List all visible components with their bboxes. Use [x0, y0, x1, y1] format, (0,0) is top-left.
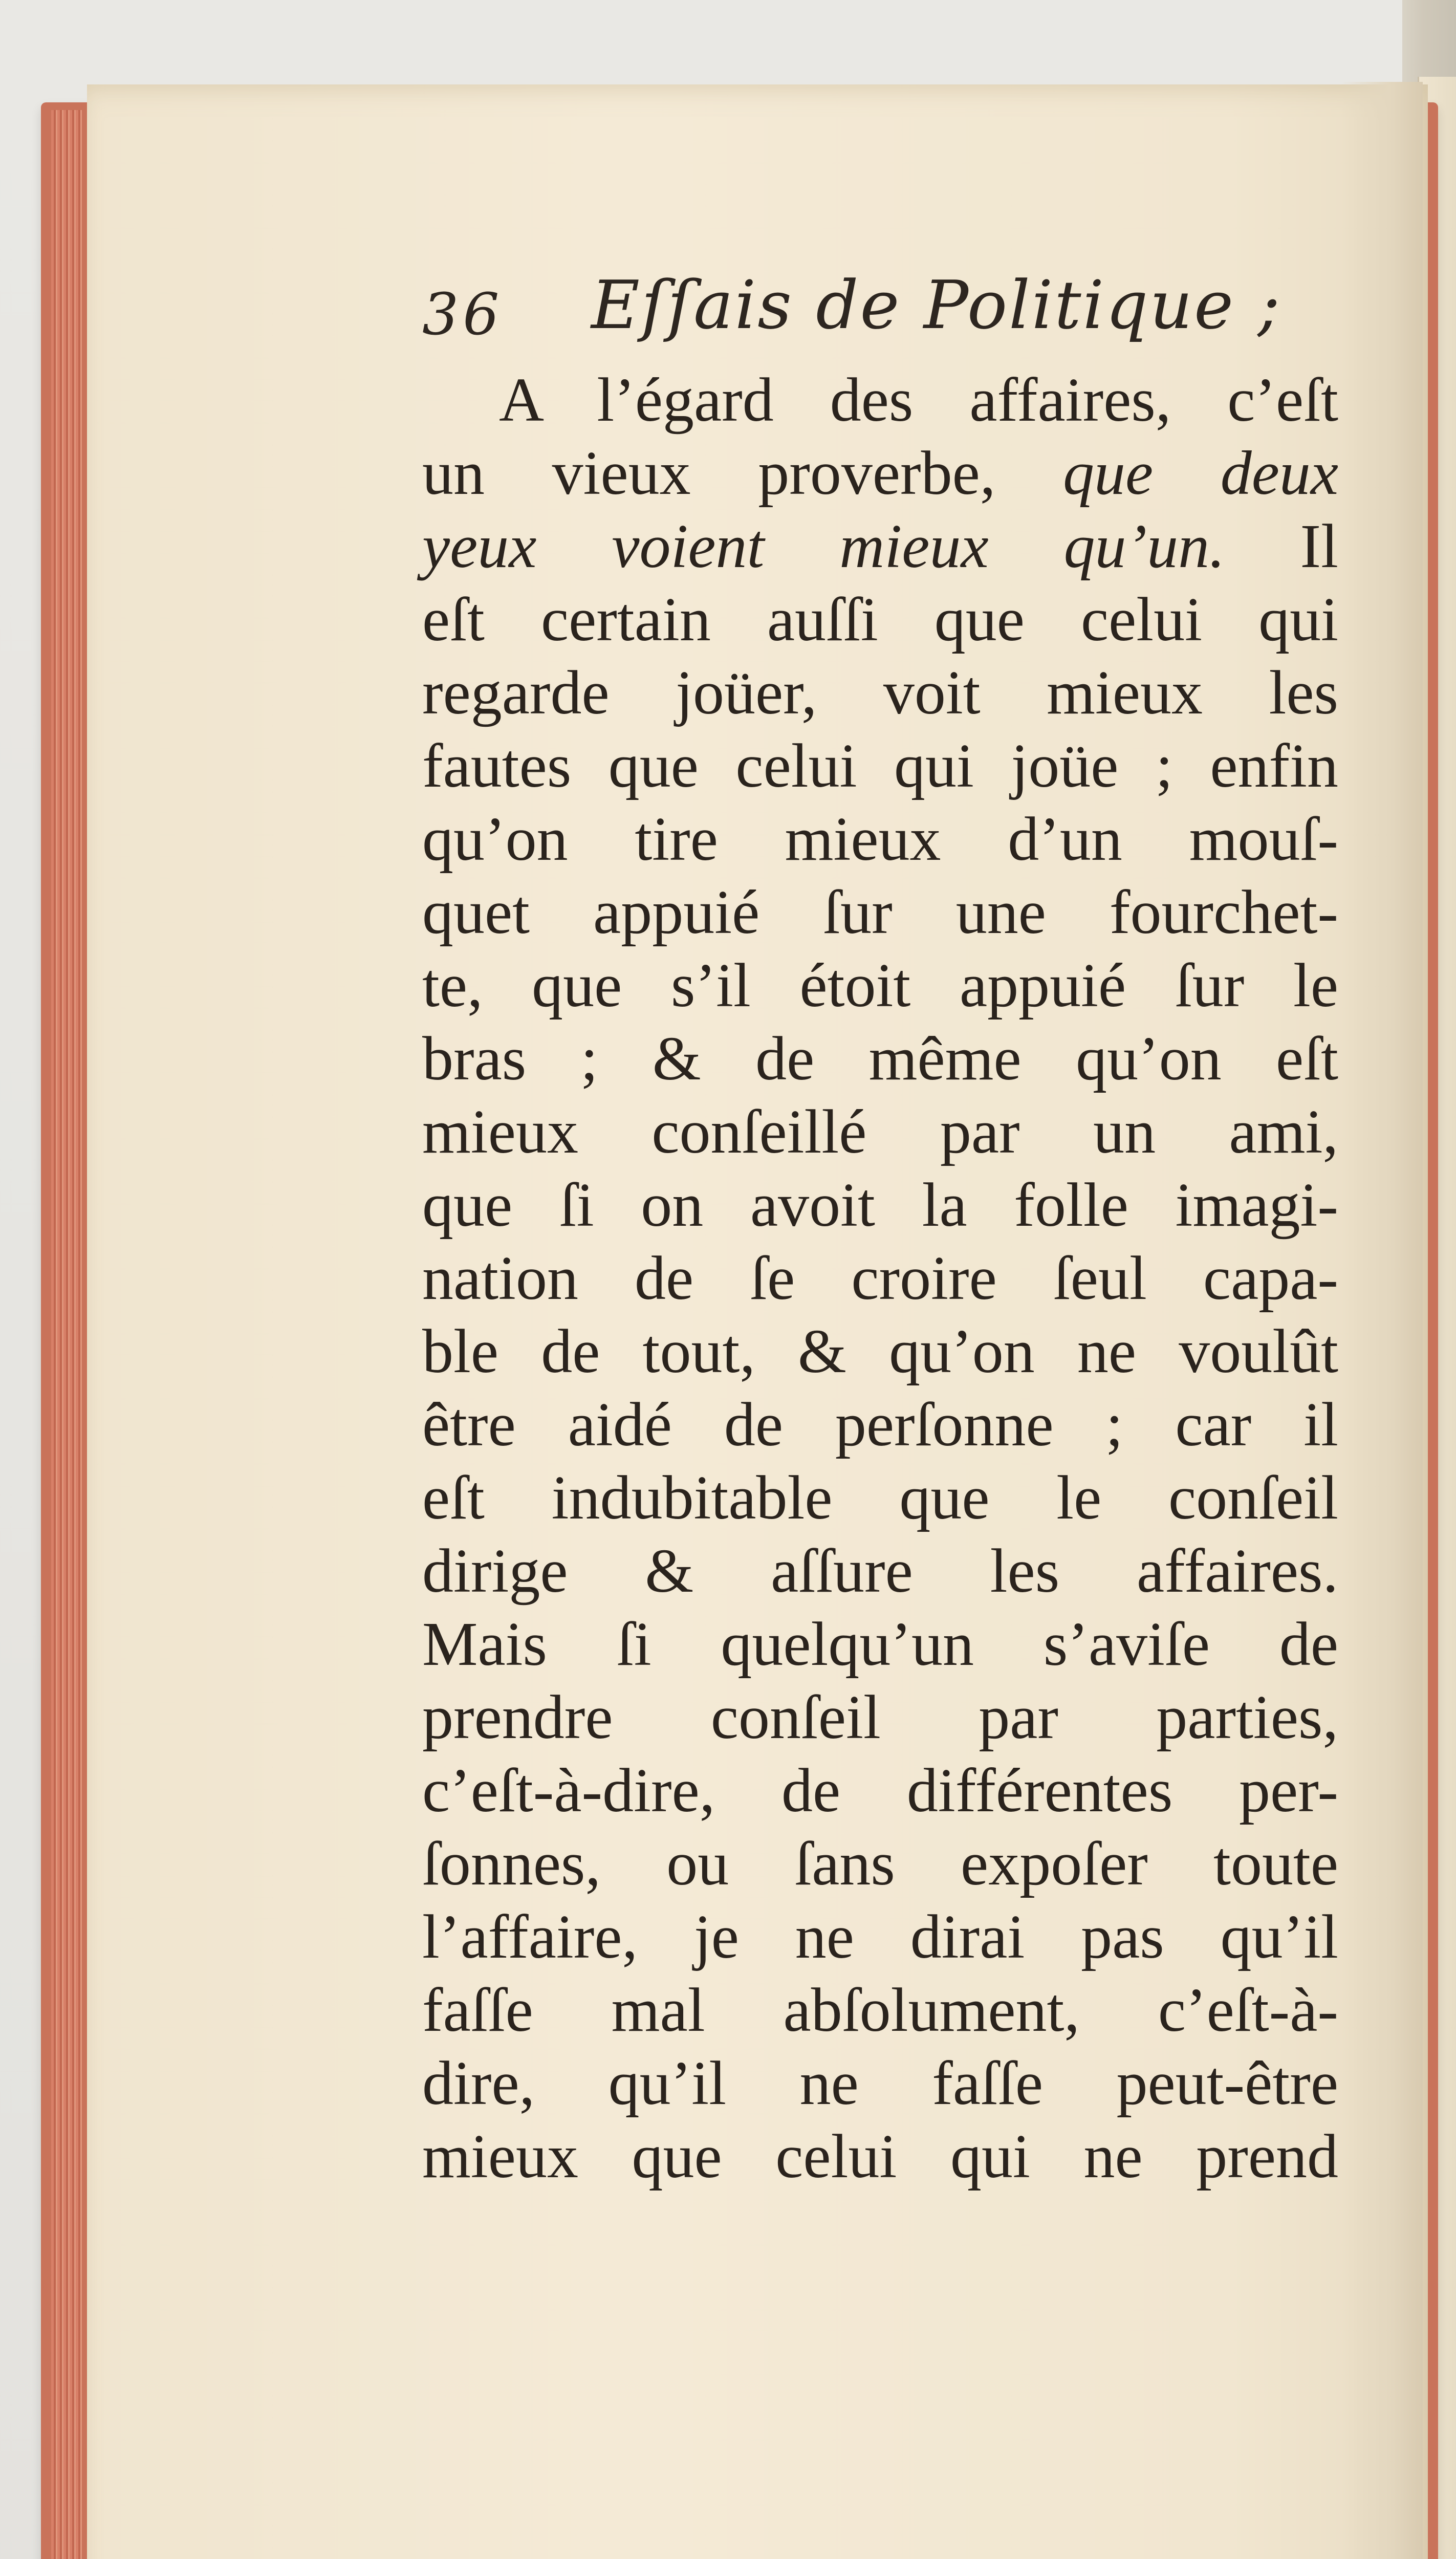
text-line: être aidé de perſonne ; car il: [422, 1390, 1338, 1459]
text-line: que ſi on avoit la folle imagi-: [422, 1170, 1338, 1240]
text-line: [422, 437, 1338, 510]
text-line: quet appuié ſur une fourchet-: [422, 878, 1338, 947]
text-line: eſt indubitable que le conſeil: [422, 1463, 1338, 1532]
text-line: prendre conſeil par parties,: [422, 1683, 1338, 1752]
text-line: [422, 510, 1338, 583]
text-line: dire, qu’il ne faſſe peut-être: [422, 2049, 1338, 2118]
running-header: [422, 266, 1343, 358]
text-line: qu’on tire mieux d’un mouſ-: [422, 805, 1338, 874]
text-segment: Il: [1300, 512, 1338, 581]
text-line: te, que s’il étoit appuié ſur le: [422, 951, 1338, 1020]
text-line: mieux que celui qui ne prend: [422, 2122, 1338, 2191]
text-line: A l’égard des affaires, c’eſt: [499, 365, 1338, 435]
text-line: bras ; & de même qu’on eſt: [422, 1024, 1338, 1093]
page-gutter: [1341, 82, 1423, 2559]
text-line: ſonnes, ou ſans expoſer toute: [422, 1829, 1338, 1898]
page-text: [422, 363, 1338, 2193]
text-line: faſſe mal abſolument, c’eſt-à-: [422, 1976, 1338, 2045]
text-line: c’eſt-à-dire, de différentes per-: [422, 1756, 1338, 1825]
italic-phrase: que deux: [1062, 439, 1338, 508]
page-number: 36: [422, 281, 504, 348]
text-line: mieux conſeillé par un ami,: [422, 1097, 1338, 1166]
text-segment: un vieux proverbe,: [422, 439, 996, 508]
italic-phrase: yeux voient mieux qu’un.: [422, 512, 1225, 581]
text-line: regarde joüer, voit mieux les: [422, 658, 1338, 727]
text-line: l’affaire, je ne dirai pas qu’il: [422, 1902, 1338, 1971]
text-line: eſt certain auſſi que celui qui: [422, 585, 1338, 654]
text-line: ble de tout, & qu’on ne voulût: [422, 1317, 1338, 1386]
running-title: Eſſais de Politique ;: [591, 266, 1282, 344]
text-line: Mais ſi quelqu’un s’aviſe de: [422, 1610, 1338, 1679]
text-line: nation de ſe croire ſeul capa-: [422, 1244, 1338, 1313]
page-edges: [51, 110, 82, 2559]
text-line: fautes que celui qui joüe ; enfin: [422, 731, 1338, 800]
text-line: dirige & aſſure les affaires.: [422, 1536, 1338, 1606]
